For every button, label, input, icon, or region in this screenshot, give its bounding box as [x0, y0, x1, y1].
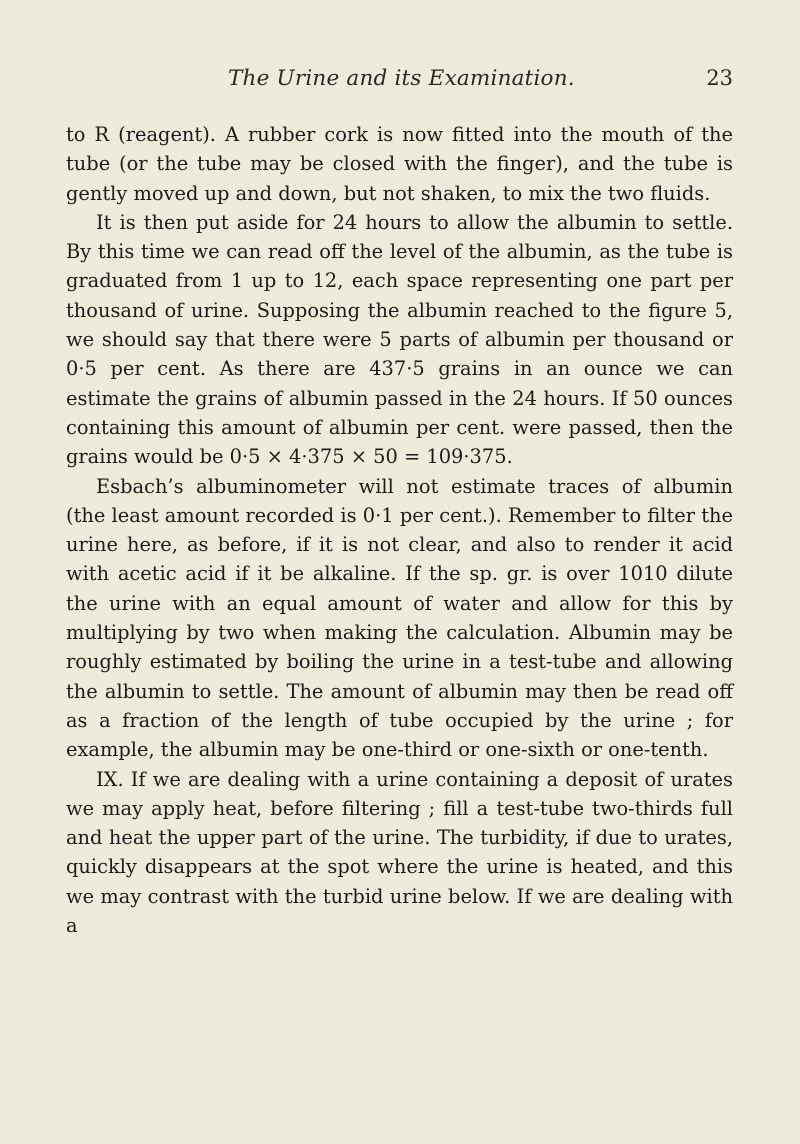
page-header [66, 66, 733, 106]
paragraph-esbach-albuminometer: Esbach’s albuminometer will not estimate traces of albumin (the least amount recorded is 0·1 per cent.). Remember to filter the urine here, as before, if it is not clear, and also to render it acid with acetic acid if it be alkaline. If the sp. gr. is over 1010 dilute the urine with an equal amount of water and allow for this by multiplying by two when making the calculation. Albumin may be roughly estimated by boiling the urine in a test-tube and allowing the albumin to settle. The amount of albumin may then be read off as a fraction of the length of tube occupied by the urine ; for example, the albumin may be one-third or one-sixth or one-tenth. [66, 474, 733, 762]
running-title: The Urine and its Examination. [228, 66, 575, 91]
paragraph-urates-deposit: IX. If we are dealing with a urine containing a deposit of urates we may apply heat, before filtering ; fill a test-tube two-thirds full and heat the upper part of the urine. The turbidity, if due to urates, quickly disappears at the spot where the urine is heated, and this we may contrast with the turbid urine below. If we are dealing with a [66, 767, 733, 938]
book-page [66, 66, 733, 940]
paragraph-continuation: to R (reagent). A rubber cork is now fitted into the mouth of the tube (or the tube may be closed with the finger), and the tube is gently moved up and down, but not shaken, to mix the two fluids. [66, 123, 733, 205]
page-number: 23 [706, 66, 733, 90]
paragraph-albumin-settling: It is then put aside for 24 hours to allow the albumin to settle. By this time we can read off the level of the albumin, as the tube is graduated from 1 up to 12, each space representing one part per thousand of urine. Supposing the albumin reached to the figure 5, we should say that there were 5 parts of albumin per thousand or 0·5 per cent. As there are 437·5 grains in an ounce we can estimate the grains of albumin passed in the 24 hours. If 50 ounces containing this amount of albumin per cent. were passed, then the grains would be 0·5 × 4·375 × 50 = 109·375. [66, 210, 733, 469]
body-text [66, 120, 733, 940]
